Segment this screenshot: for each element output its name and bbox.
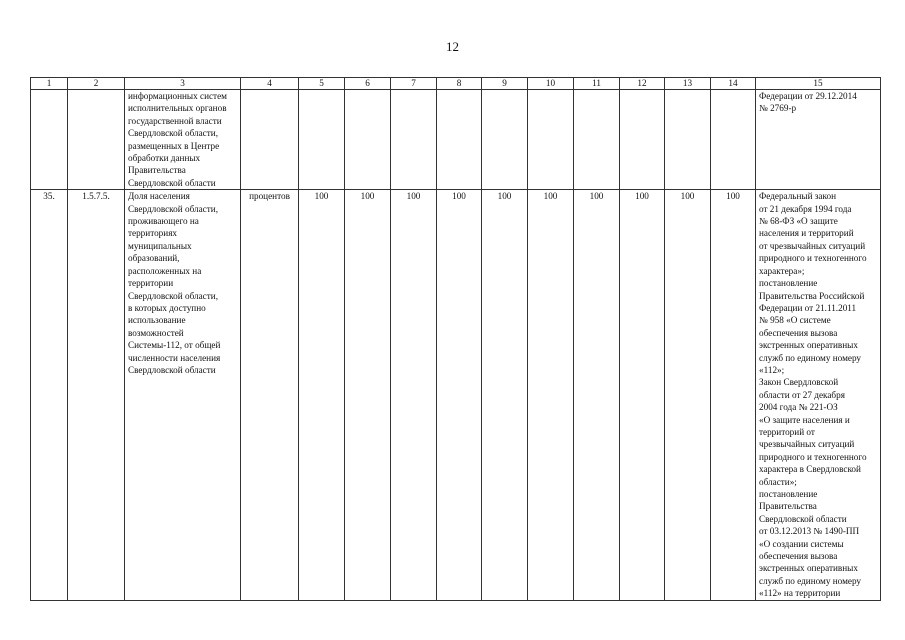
header-row: [31, 78, 881, 90]
value-cell: 100: [391, 190, 437, 600]
value-cell: [345, 90, 391, 190]
column-header-7: 7: [391, 78, 437, 90]
row-number: 35.: [31, 190, 68, 600]
column-header-3: 3: [125, 78, 241, 90]
table-row: [31, 90, 881, 190]
column-header-13: 13: [665, 78, 711, 90]
page-number: 12: [446, 39, 459, 54]
unit-of-measure: процентов: [241, 190, 299, 600]
column-header-11: 11: [574, 78, 620, 90]
unit-of-measure: [241, 90, 299, 190]
column-header-6: 6: [345, 78, 391, 90]
column-header-12: 12: [620, 78, 665, 90]
value-cell: 100: [711, 190, 756, 600]
value-cell: 100: [437, 190, 482, 600]
column-header-1: 1: [31, 78, 68, 90]
column-header-10: 10: [528, 78, 574, 90]
column-header-5: 5: [299, 78, 345, 90]
value-cell: [574, 90, 620, 190]
value-cell: [620, 90, 665, 190]
value-cell: 100: [665, 190, 711, 600]
table-row: [31, 190, 881, 600]
column-header-4: 4: [241, 78, 299, 90]
indicator-name: информационных систем исполнительных органов государственной власти Свердловской области, размещенных в Центре обработки данных Правительства Свердловской области: [125, 90, 241, 190]
column-header-15: 15: [756, 78, 881, 90]
value-cell: [391, 90, 437, 190]
value-cell: [299, 90, 345, 190]
column-header-8: 8: [437, 78, 482, 90]
value-cell: 100: [528, 190, 574, 600]
column-header-14: 14: [711, 78, 756, 90]
indicator-name: Доля населения Свердловской области, проживающего на территориях муниципальных образований, расположенных на территории Свердловской области, в которых доступно использование возможностей Системы-112, от общей численности населения Свердловской области: [125, 190, 241, 600]
value-cell: 100: [482, 190, 528, 600]
indicators-table: [30, 77, 881, 601]
value-cell: 100: [620, 190, 665, 600]
value-cell: 100: [574, 190, 620, 600]
column-header-9: 9: [482, 78, 528, 90]
value-cell: [437, 90, 482, 190]
value-cell: 100: [299, 190, 345, 600]
legal-basis: Федеральный закон от 21 декабря 1994 года № 68-ФЗ «О защите населения и территорий от чрезвычайных ситуаций природного и техногенного характера»; постановление Правительства Российской Федерации от 21.11.2011 № 958 «О системе обеспечения вызова экстренных оперативных служб по единому номеру «112»; Закон Свердловской области от 27 декабря 2004 года № 221-ОЗ «О защите населения и территорий от чрезвычайных ситуаций природного и техногенного характера в Свердловской области»; постановление Правительства Свердловской области от 03.12.2013 № 1490-ПП «О создании системы обеспечения вызова экстренных оперативных служб по единому номеру «112» на территории: [756, 190, 881, 600]
indicator-code: [68, 90, 125, 190]
value-cell: [482, 90, 528, 190]
column-header-2: 2: [68, 78, 125, 90]
indicator-code: 1.5.7.5.: [68, 190, 125, 600]
value-cell: [528, 90, 574, 190]
legal-basis: Федерации от 29.12.2014 № 2769-р: [756, 90, 881, 190]
value-cell: 100: [345, 190, 391, 600]
value-cell: [711, 90, 756, 190]
value-cell: [665, 90, 711, 190]
row-number: [31, 90, 68, 190]
